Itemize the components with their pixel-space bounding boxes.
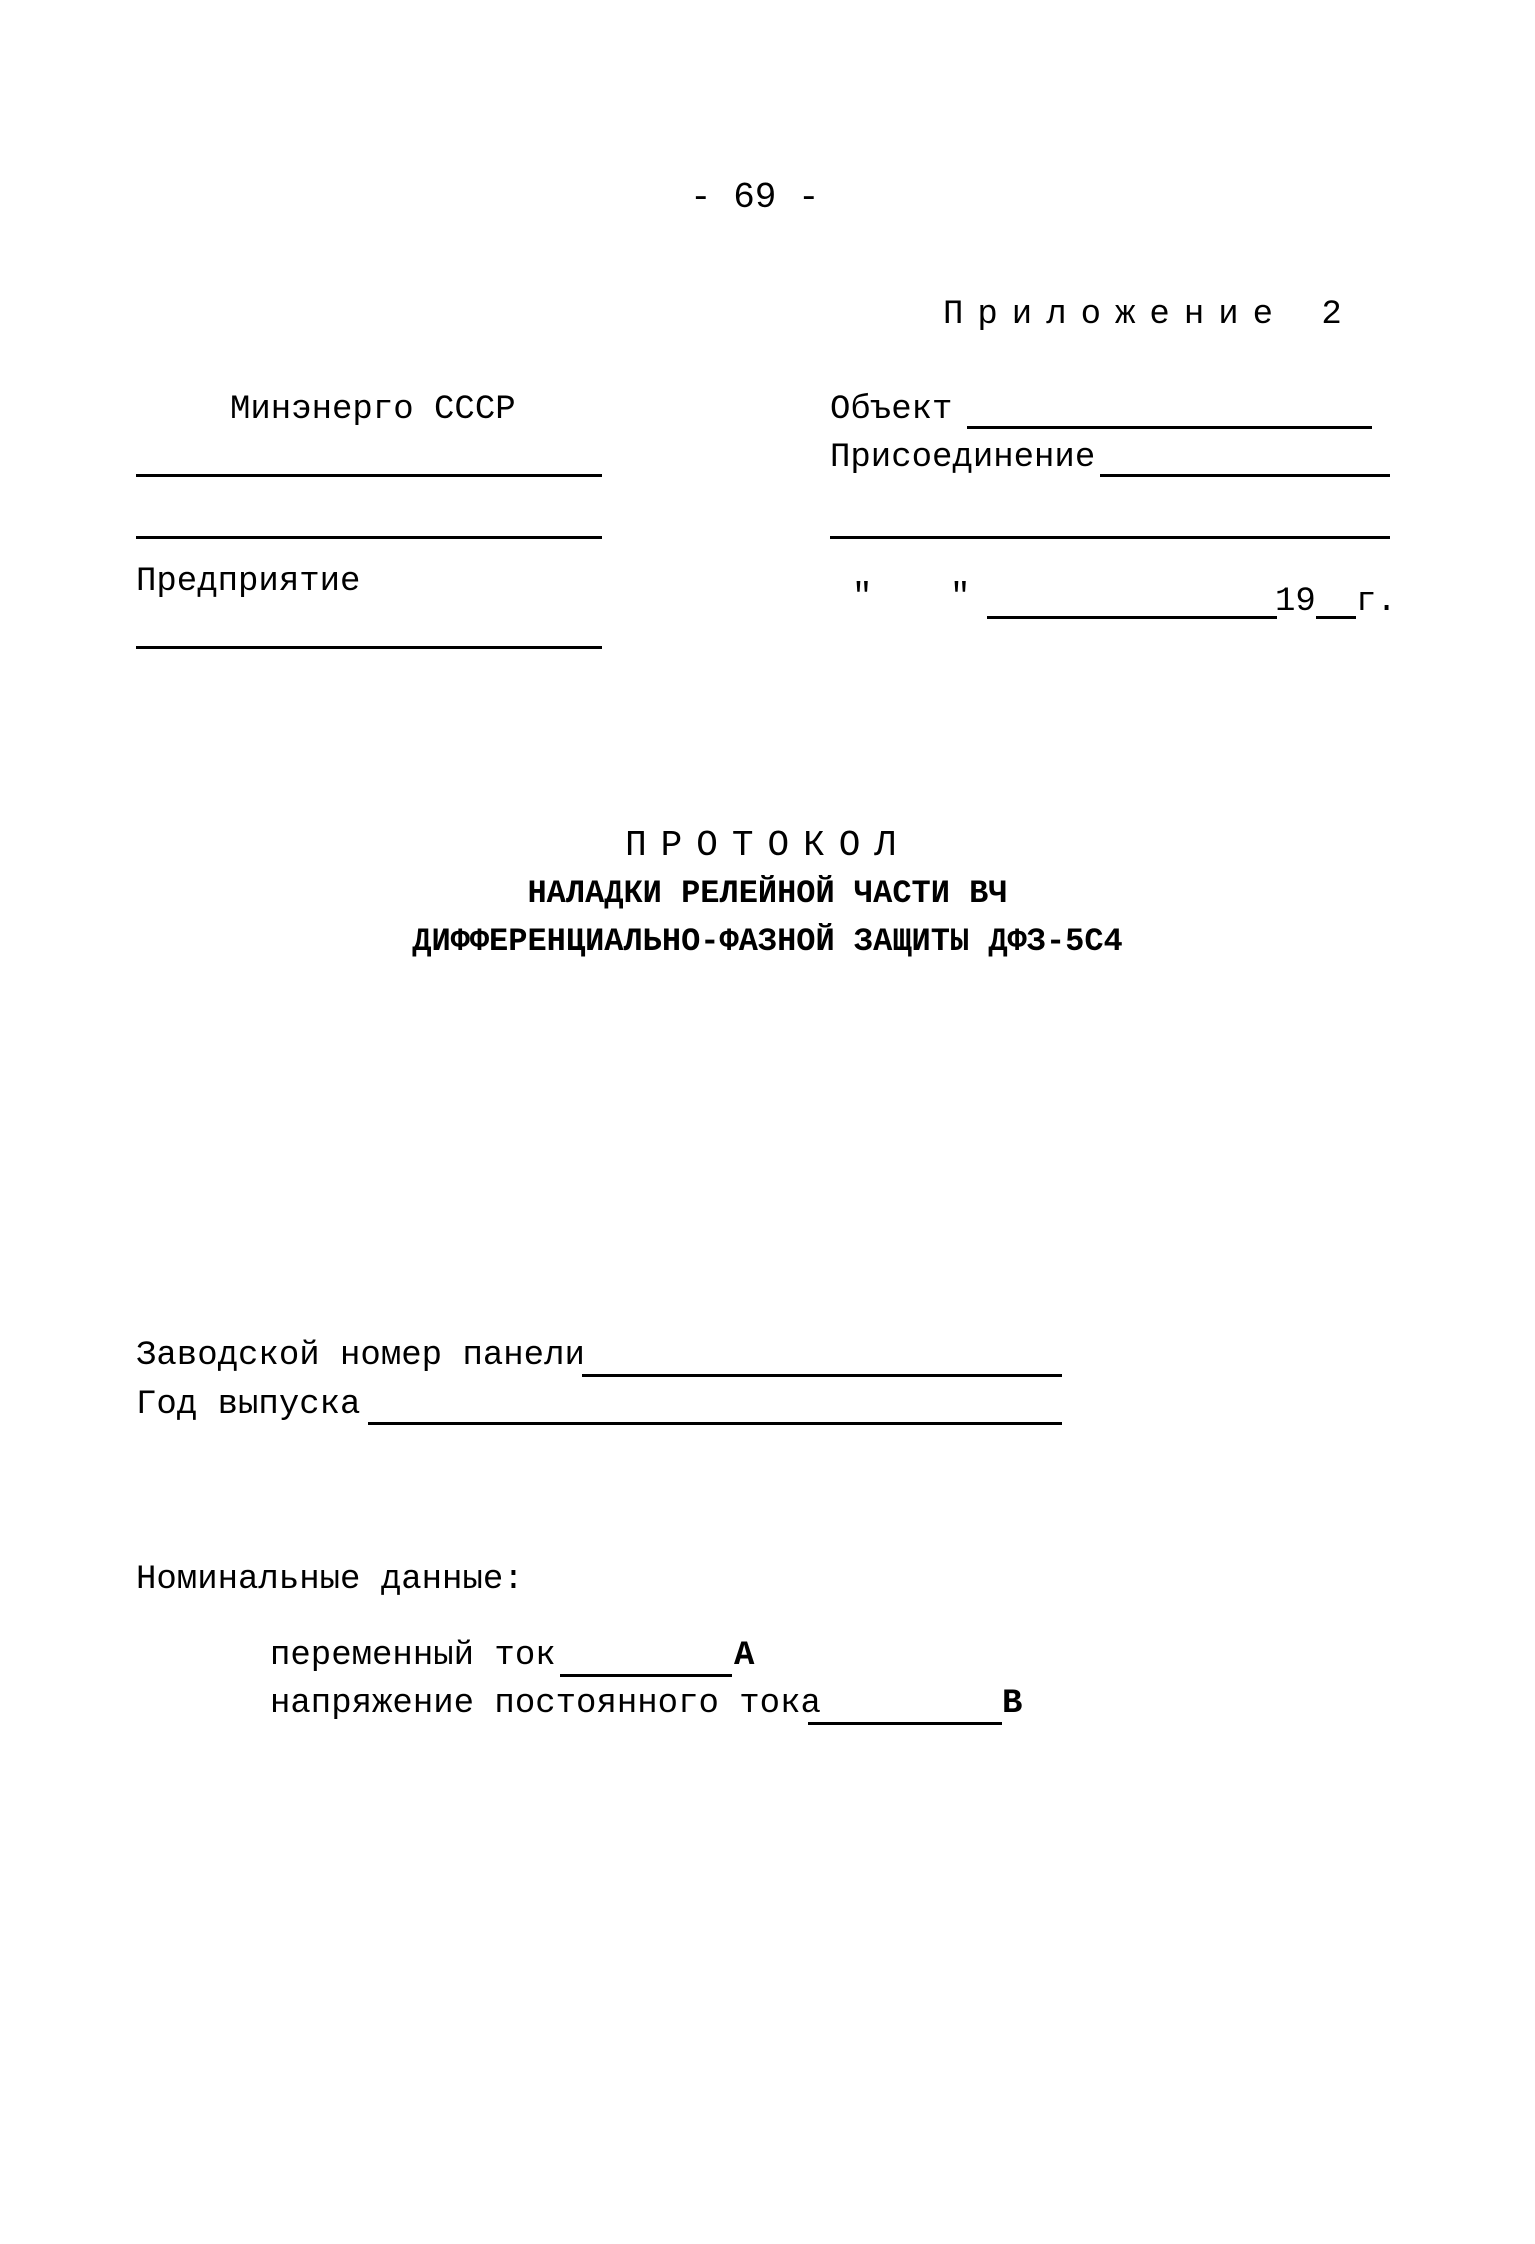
panel-serial-line[interactable] (582, 1374, 1062, 1377)
enterprise-line[interactable] (136, 646, 602, 649)
date-year-suffix: г. (1356, 583, 1397, 621)
ministry-line-1[interactable] (136, 474, 602, 477)
date-month-line[interactable] (987, 616, 1277, 619)
panel-serial-label: Заводской номер панели (136, 1337, 585, 1375)
object-line[interactable] (967, 426, 1372, 429)
dc-voltage-label: напряжение постоянного тока (270, 1685, 821, 1723)
dc-voltage-line[interactable] (808, 1722, 1002, 1725)
nominal-heading: Номинальные данные: (136, 1561, 524, 1599)
connection-label: Присоединение (830, 439, 1096, 477)
title-protocol: ПРОТОКОЛ (625, 825, 910, 866)
ministry-label: Минэнерго СССР (230, 391, 516, 429)
connection-line-2[interactable] (830, 536, 1390, 539)
date-quote-open: " (852, 579, 873, 617)
title-line-2: НАЛАДКИ РЕЛЕЙНОЙ ЧАСТИ ВЧ (527, 875, 1008, 912)
appendix-label: Приложение 2 (943, 296, 1356, 334)
enterprise-label: Предприятие (136, 563, 361, 601)
ac-current-label: переменный ток (270, 1637, 556, 1675)
date-quote-close: " (950, 579, 971, 617)
ac-current-line[interactable] (560, 1674, 732, 1677)
connection-line[interactable] (1100, 474, 1390, 477)
title-line-3: ДИФФЕРЕНЦИАЛЬНО-ФАЗНОЙ ЗАЩИТЫ ДФЗ-5С4 (412, 923, 1123, 960)
panel-year-label: Год выпуска (136, 1386, 361, 1424)
dc-voltage-unit: В (1002, 1685, 1023, 1723)
ac-current-unit: А (734, 1637, 755, 1675)
panel-year-line[interactable] (368, 1422, 1062, 1425)
date-year-line[interactable] (1316, 616, 1356, 619)
page-number: - 69 - (690, 177, 820, 218)
date-year-prefix: 19 (1275, 583, 1316, 621)
ministry-line-2[interactable] (136, 536, 602, 539)
object-label: Объект (830, 391, 953, 429)
